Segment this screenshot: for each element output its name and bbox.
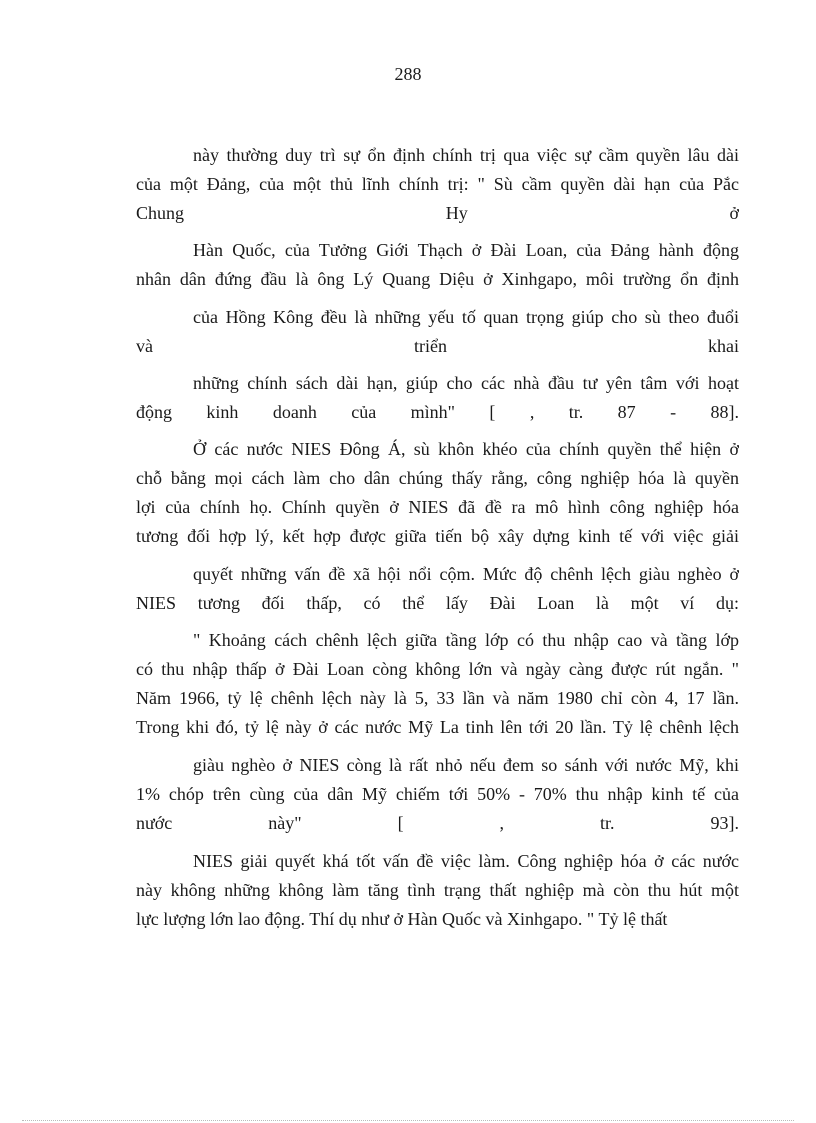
text-line: này không những không làm tăng tình trạng thất nghiệp mà còn thu hút một — [136, 880, 739, 900]
text-line: những chính sách dài hạn, giúp cho các nhà đầu tư yên tâm với hoạt — [193, 373, 739, 393]
footer-divider — [22, 1120, 794, 1121]
text-line: của Hồng Kông đều là những yếu tố quan trọng giúp cho sù theo đuổi — [193, 307, 739, 327]
text-line: động kinh doanh của mình" [ , tr. 87 - 88]. — [136, 402, 739, 422]
text-line: NIES tương đối thấp, có thể lấy Đài Loan là một ví dụ: — [136, 593, 739, 613]
text-line: của một Đảng, của một thủ lĩnh chính trị: " Sù cầm quyền dài hạn của Pắc — [136, 174, 739, 194]
page-number: 288 — [394, 64, 422, 84]
text-line: " Khoảng cách chênh lệch giữa tầng lớp có thu nhập cao và tầng lớp — [193, 630, 739, 650]
text-line: và triển khai — [136, 336, 739, 356]
text-line: 1% chóp trên cùng của dân Mỹ chiếm tới 50% - 70% thu nhập kinh tế của — [136, 784, 739, 804]
text-line: nước này" [ , tr. 93]. — [136, 813, 739, 833]
text-line: lực lượng lớn lao động. Thí dụ như ở Hàn Quốc và Xinhgapo. " Tỷ lệ thất — [136, 909, 668, 929]
text-line: Ở các nước NIES Đông Á, sù khôn khéo của chính quyền thể hiện ở — [193, 439, 739, 459]
text-line: tương đối hợp lý, kết hợp được giữa tiến bộ xây dựng kinh tế với việc giải — [136, 526, 739, 546]
text-line: Chung Hy ở — [136, 203, 739, 223]
text-line: lợi của chính họ. Chính quyền ở NIES đã đề ra mô hình công nghiệp hóa — [136, 497, 739, 517]
text-line: Hàn Quốc, của Tưởng Giới Thạch ở Đài Loan, của Đảng hành động — [193, 240, 739, 260]
text-line: Trong khi đó, tỷ lệ này ở các nước Mỹ La tinh lên tới 20 lần. Tỷ lệ chênh lệch — [136, 717, 739, 737]
text-line: NIES giải quyết khá tốt vấn đề việc làm. Công nghiệp hóa ở các nước — [193, 851, 739, 871]
text-line: có thu nhập thấp ở Đài Loan còng không lớn và ngày càng được rút ngắn. " — [136, 659, 739, 679]
text-line: chỗ bằng mọi cách làm cho dân chúng thấy rằng, công nghiệp hóa là quyền — [136, 468, 739, 488]
text-line: này thường duy trì sự ổn định chính trị qua việc sự cầm quyền lâu dài — [193, 145, 739, 165]
text-line: giàu nghèo ở NIES còng là rất nhỏ nếu đem so sánh với nước Mỹ, khi — [193, 755, 739, 775]
text-line: quyết những vấn đề xã hội nổi cộm. Mức độ chênh lệch giàu nghèo ở — [193, 564, 739, 584]
text-line: Năm 1966, tỷ lệ chênh lệch này là 5, 33 lần và năm 1980 chỉ còn 4, 17 lần. — [136, 688, 739, 708]
text-line: nhân dân đứng đầu là ông Lý Quang Diệu ở Xinhgapo, môi trường ổn định — [136, 269, 739, 289]
